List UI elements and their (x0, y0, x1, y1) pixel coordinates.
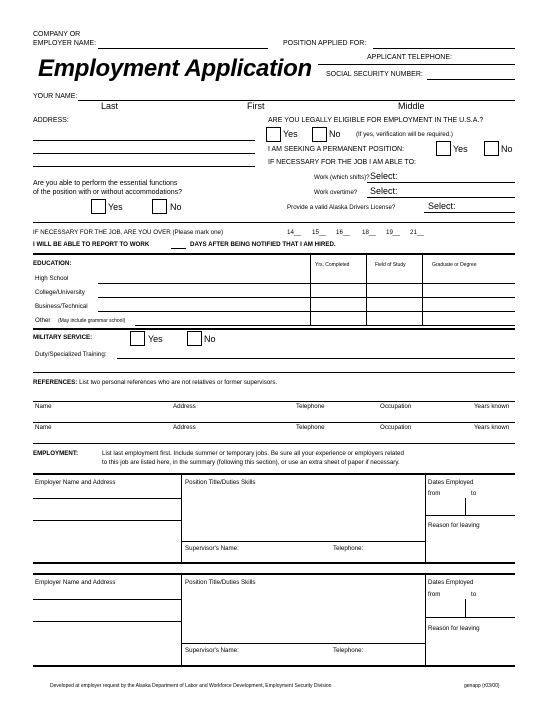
references-intro (33, 379, 277, 386)
military-yes-label: Yes (148, 334, 163, 344)
name-last-caption: Last (101, 101, 119, 111)
ref2-telephone-caption: Telephone (296, 424, 325, 431)
job1-divider-2 (425, 474, 426, 563)
report-label-2: DAYS AFTER BEING NOTIFIED THAT I AM HIRED. (190, 241, 336, 248)
employment-note-1: List last employment first. Include summer or temporary jobs. Be sure all your experience or employers related (102, 450, 404, 457)
footer-credit: Developed at employer request by the Alaska Department of Labor and Workforce Development, Employment Security Division (50, 683, 332, 689)
military-no-checkbox[interactable] (187, 331, 202, 346)
license-select[interactable]: Select: (428, 201, 456, 211)
job2-telephone-label: Telephone: (333, 647, 364, 654)
education-label: EDUCATION: (33, 260, 72, 267)
col-field-of-study: Field of Study (375, 262, 406, 268)
company-name-field[interactable] (98, 48, 268, 49)
job2-position-label: Position Title/Duties Skills (185, 579, 256, 586)
col-yrs-completed: Yrs. Completed (315, 262, 350, 268)
permanent-no-label: No (501, 144, 513, 154)
job2-divider-1 (181, 574, 182, 666)
job2-position-field[interactable] (182, 643, 425, 644)
job1-reason-label: Reason for leaving (428, 522, 480, 529)
job1-employer-field-1[interactable] (33, 498, 181, 499)
job2-dates-underline (426, 617, 515, 618)
applicant-telephone-field[interactable] (318, 64, 515, 65)
address-line-2[interactable] (33, 153, 255, 154)
job1-top-rule (33, 473, 515, 475)
overtime-select[interactable]: Select: (370, 186, 398, 196)
military-yes-checkbox[interactable] (130, 331, 145, 346)
job1-bottom-rule (33, 562, 515, 564)
functions-question-line1: Are you able to perform the essential functions (33, 180, 178, 187)
job1-dates-divider (465, 498, 466, 515)
ssn-field[interactable] (427, 79, 515, 80)
section-divider (33, 222, 515, 223)
job1-position-field[interactable] (182, 541, 425, 542)
ref1-name-caption: Name (35, 403, 52, 410)
permanent-position-label: I AM SEEKING A PERMANENT POSITION: (268, 146, 405, 153)
edu-high-school-field[interactable] (98, 283, 515, 284)
job1-to-label: to (471, 490, 477, 497)
reference-1-field[interactable] (33, 401, 515, 402)
position-applied-label: POSITION APPLIED FOR: (283, 40, 367, 47)
job1-position-label: Position Title/Duties Skills (185, 479, 256, 486)
applicant-telephone-label: APPLICANT TELEPHONE: (367, 54, 452, 61)
edu-row-business: Business/Technical (35, 303, 88, 310)
age-option-18[interactable]: 18__ (362, 229, 376, 236)
functions-no-label: No (170, 202, 182, 212)
company-label-line1: COMPANY OR (33, 31, 81, 38)
edu-col-divider-1 (310, 254, 311, 326)
ssn-label: SOCIAL SECURITY NUMBER: (326, 71, 423, 78)
references-note: List two personal references who are not relatives or former supervisors. (79, 379, 278, 386)
edu-row-high-school: High School (35, 275, 69, 282)
job1-employer-label: Employer Name and Address (35, 479, 116, 486)
address-label: ADDRESS: (33, 117, 69, 124)
eligible-yes-label: Yes (283, 129, 298, 139)
employment-label: EMPLOYMENT: (33, 450, 79, 457)
ref2-address-caption: Address (173, 424, 196, 431)
job2-dates-divider (465, 599, 466, 617)
job2-divider-2 (425, 574, 426, 666)
eligibility-question: ARE YOU LEGALLY ELIGIBLE FOR EMPLOYMENT IN THE U.S.A.? (268, 117, 484, 124)
eligible-no-checkbox[interactable] (312, 127, 327, 142)
address-line-1[interactable] (33, 140, 255, 141)
age-option-21[interactable]: 21__ (410, 229, 424, 236)
job2-employer-label: Employer Name and Address (35, 579, 116, 586)
able-to-label: IF NECESSARY FOR THE JOB I AM ABLE TO: (268, 159, 416, 166)
eligibility-note: (If yes, verification will be required.) (356, 131, 453, 138)
ref2-occupation-caption: Occupation (380, 424, 412, 431)
functions-yes-label: Yes (108, 202, 123, 212)
references-label: REFERENCES: (33, 379, 78, 386)
duty-training-field[interactable] (117, 358, 515, 359)
job1-divider-1 (181, 474, 182, 563)
address-line-3[interactable] (33, 166, 255, 167)
job1-supervisor-label: Supervisor's Name: (185, 545, 239, 552)
eligible-no-label: No (329, 129, 341, 139)
shifts-label: Work (which shifts)? (314, 174, 370, 181)
license-label: Provide a valid Alaska Drivers License? (287, 204, 396, 211)
ref2-name-caption: Name (35, 424, 52, 431)
job2-employer-field-2[interactable] (33, 621, 181, 622)
job2-to-label: to (471, 591, 477, 598)
age-option-14[interactable]: 14__ (287, 229, 301, 236)
age-option-15[interactable]: 15__ (312, 229, 326, 236)
references-top-rule (33, 372, 515, 373)
overtime-label: Work overtime? (314, 189, 358, 196)
edu-col-divider-3 (422, 254, 423, 326)
age-question: IF NECESSARY FOR THE JOB, ARE YOU OVER (Please mark one) (33, 229, 224, 236)
ref1-address-caption: Address (173, 403, 196, 410)
position-applied-field[interactable] (373, 48, 515, 49)
report-label-1: I WILL BE ABLE TO REPORT TO WORK (33, 241, 150, 248)
ref1-occupation-caption: Occupation (380, 403, 412, 410)
edu-business-field[interactable] (98, 311, 515, 312)
job2-from-label: from (428, 591, 441, 598)
age-option-16[interactable]: 16__ (336, 229, 350, 236)
employment-top-rule (33, 443, 515, 444)
permanent-yes-checkbox[interactable] (436, 141, 451, 156)
functions-question-line2: of the position with or without accommodations? (33, 189, 183, 196)
job2-supervisor-label: Supervisor's Name: (185, 647, 239, 654)
shifts-select[interactable]: Select: (370, 171, 398, 181)
company-label-line2: EMPLOYER NAME: (33, 40, 97, 47)
reference-2-field[interactable] (33, 422, 515, 423)
overtime-underline (367, 197, 515, 198)
permanent-no-checkbox[interactable] (484, 141, 499, 156)
job2-top-rule (33, 573, 515, 575)
edu-other-note: (May include grammar school) (58, 318, 126, 324)
edu-col-divider-2 (366, 254, 367, 326)
ref1-years-caption: Years known (474, 403, 510, 410)
edu-other-field[interactable] (135, 325, 515, 326)
military-no-label: No (204, 334, 216, 344)
job1-employer-field-2[interactable] (33, 520, 181, 521)
functions-yes-checkbox[interactable] (91, 199, 106, 214)
job2-reason-label: Reason for leaving (428, 625, 480, 632)
employment-note-2: to this job are listed here, in the summary (following this section), or use an extra sheet of paper if necessary. (102, 459, 400, 466)
report-days-field[interactable] (171, 248, 186, 249)
age-option-19[interactable]: 19__ (386, 229, 400, 236)
col-graduate-degree: Graduate or Degree (432, 262, 477, 268)
job1-dates-label: Dates Employed (428, 479, 474, 486)
ref1-telephone-caption: Telephone (296, 403, 325, 410)
job1-telephone-label: Telephone: (333, 545, 364, 552)
edu-row-college: College/University (35, 289, 85, 296)
military-top-rule (33, 328, 515, 330)
military-label: MILITARY SERVICE: (33, 334, 93, 341)
your-name-label: YOUR NAME: (33, 93, 78, 100)
name-middle-caption: Middle (398, 101, 425, 111)
job2-bottom-rule (33, 665, 515, 667)
form-title: Employment Application (38, 55, 312, 82)
permanent-yes-label: Yes (453, 144, 468, 154)
functions-no-checkbox[interactable] (152, 199, 167, 214)
footer-form-code: genapp (r03/00) (464, 683, 500, 689)
name-first-caption: First (247, 101, 265, 111)
edu-row-other: Other (35, 317, 51, 324)
shifts-underline (367, 182, 515, 183)
job1-from-label: from (428, 490, 441, 497)
education-top-rule (33, 253, 515, 255)
eligible-yes-checkbox[interactable] (266, 127, 281, 142)
job1-dates-underline (426, 515, 515, 516)
job2-dates-label: Dates Employed (428, 579, 474, 586)
your-name-field[interactable] (78, 100, 515, 101)
edu-college-field[interactable] (98, 297, 515, 298)
job2-employer-field-1[interactable] (33, 599, 181, 600)
duty-training-label: Duty/Specialized Training: (35, 351, 107, 358)
ref2-years-caption: Years known (474, 424, 510, 431)
license-underline (424, 212, 515, 213)
